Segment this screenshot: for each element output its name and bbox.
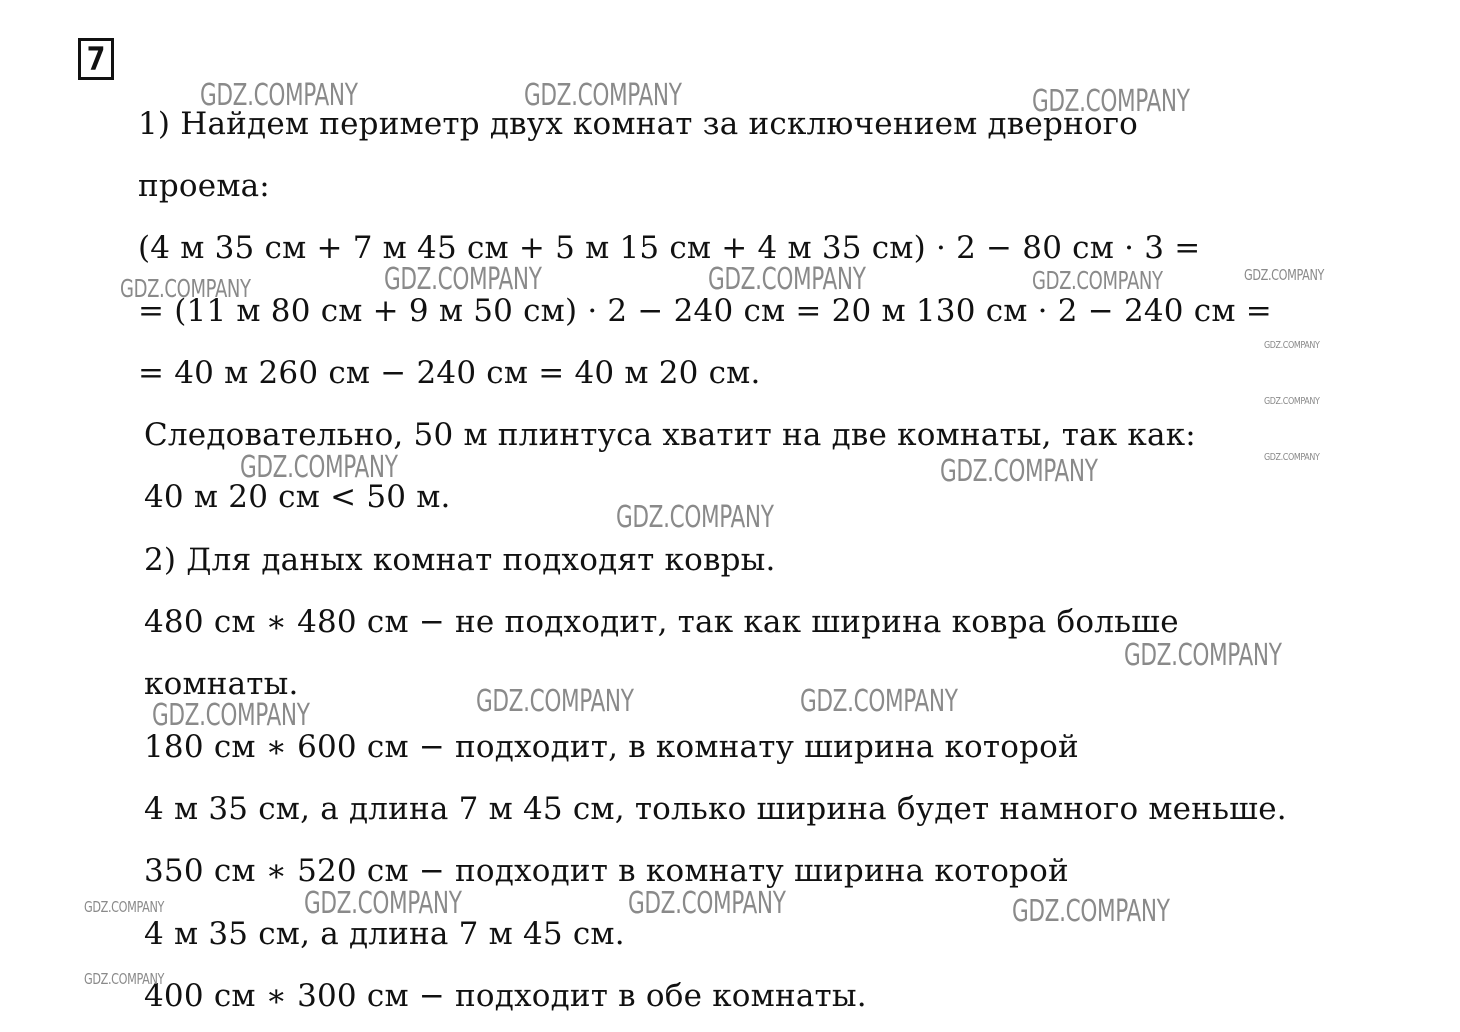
watermark: GDZ.COMPANY <box>616 500 774 535</box>
watermark: GDZ.COMPANY <box>84 898 165 916</box>
watermark: GDZ.COMPANY <box>940 454 1098 489</box>
watermark: GDZ.COMPANY <box>1264 396 1320 407</box>
solution-line-4: = (11 м 80 см + 9 м 50 см) · 2 − 240 см = 20 м 130 см · 2 − 240 см = <box>138 293 1272 329</box>
solution-line-11: 180 см ∗ 600 см − подходит, в комнату ширина которой <box>144 729 1079 765</box>
watermark: GDZ.COMPANY <box>384 262 542 297</box>
watermark: GDZ.COMPANY <box>1264 452 1320 463</box>
solution-line-14: 4 м 35 см, а длина 7 м 45 см. <box>144 916 625 952</box>
solution-line-12: 4 м 35 см, а длина 7 м 45 см, только ширина будет намного меньше. <box>144 791 1287 827</box>
watermark: GDZ.COMPANY <box>1264 340 1320 351</box>
watermark: GDZ.COMPANY <box>152 698 310 733</box>
solution-line-5: = 40 м 260 см − 240 см = 40 м 20 см. <box>138 355 761 391</box>
solution-line-3: (4 м 35 см + 7 м 45 см + 5 м 15 см + 4 м 35 см) · 2 − 80 см · 3 = <box>138 230 1201 266</box>
watermark: GDZ.COMPANY <box>628 886 786 921</box>
watermark: GDZ.COMPANY <box>524 78 682 113</box>
solution-line-2: проема: <box>138 168 270 204</box>
watermark: GDZ.COMPANY <box>1244 266 1325 284</box>
solution-line-7: 40 м 20 см < 50 м. <box>144 479 451 515</box>
solution-line-9: 480 см ∗ 480 см − не подходит, так как ширина ковра больше <box>144 604 1179 640</box>
solution-line-1: 1) Найдем периметр двух комнат за исключением дверного <box>138 106 1139 142</box>
solution-line-15: 400 см ∗ 300 см − подходит в обе комнаты. <box>144 978 867 1014</box>
watermark: GDZ.COMPANY <box>304 886 462 921</box>
watermark: GDZ.COMPANY <box>1032 266 1163 295</box>
watermark: GDZ.COMPANY <box>240 450 398 485</box>
solution-line-13: 350 см ∗ 520 см − подходит в комнату ширина которой <box>144 853 1069 889</box>
watermark: GDZ.COMPANY <box>1012 894 1170 929</box>
watermark: GDZ.COMPANY <box>120 274 251 303</box>
solution-line-6: Следовательно, 50 м плинтуса хватит на две комнаты, так как: <box>144 417 1196 453</box>
task-number-box: 7 <box>78 38 114 80</box>
solution-line-8: 2) Для даных комнат подходят ковры. <box>144 542 776 578</box>
watermark: GDZ.COMPANY <box>800 684 958 719</box>
solution-line-10: комнаты. <box>144 666 299 702</box>
watermark: GDZ.COMPANY <box>84 970 165 988</box>
watermark: GDZ.COMPANY <box>476 684 634 719</box>
watermark: GDZ.COMPANY <box>200 78 358 113</box>
watermark: GDZ.COMPANY <box>1032 84 1190 119</box>
watermark: GDZ.COMPANY <box>708 262 866 297</box>
watermark: GDZ.COMPANY <box>1124 638 1282 673</box>
